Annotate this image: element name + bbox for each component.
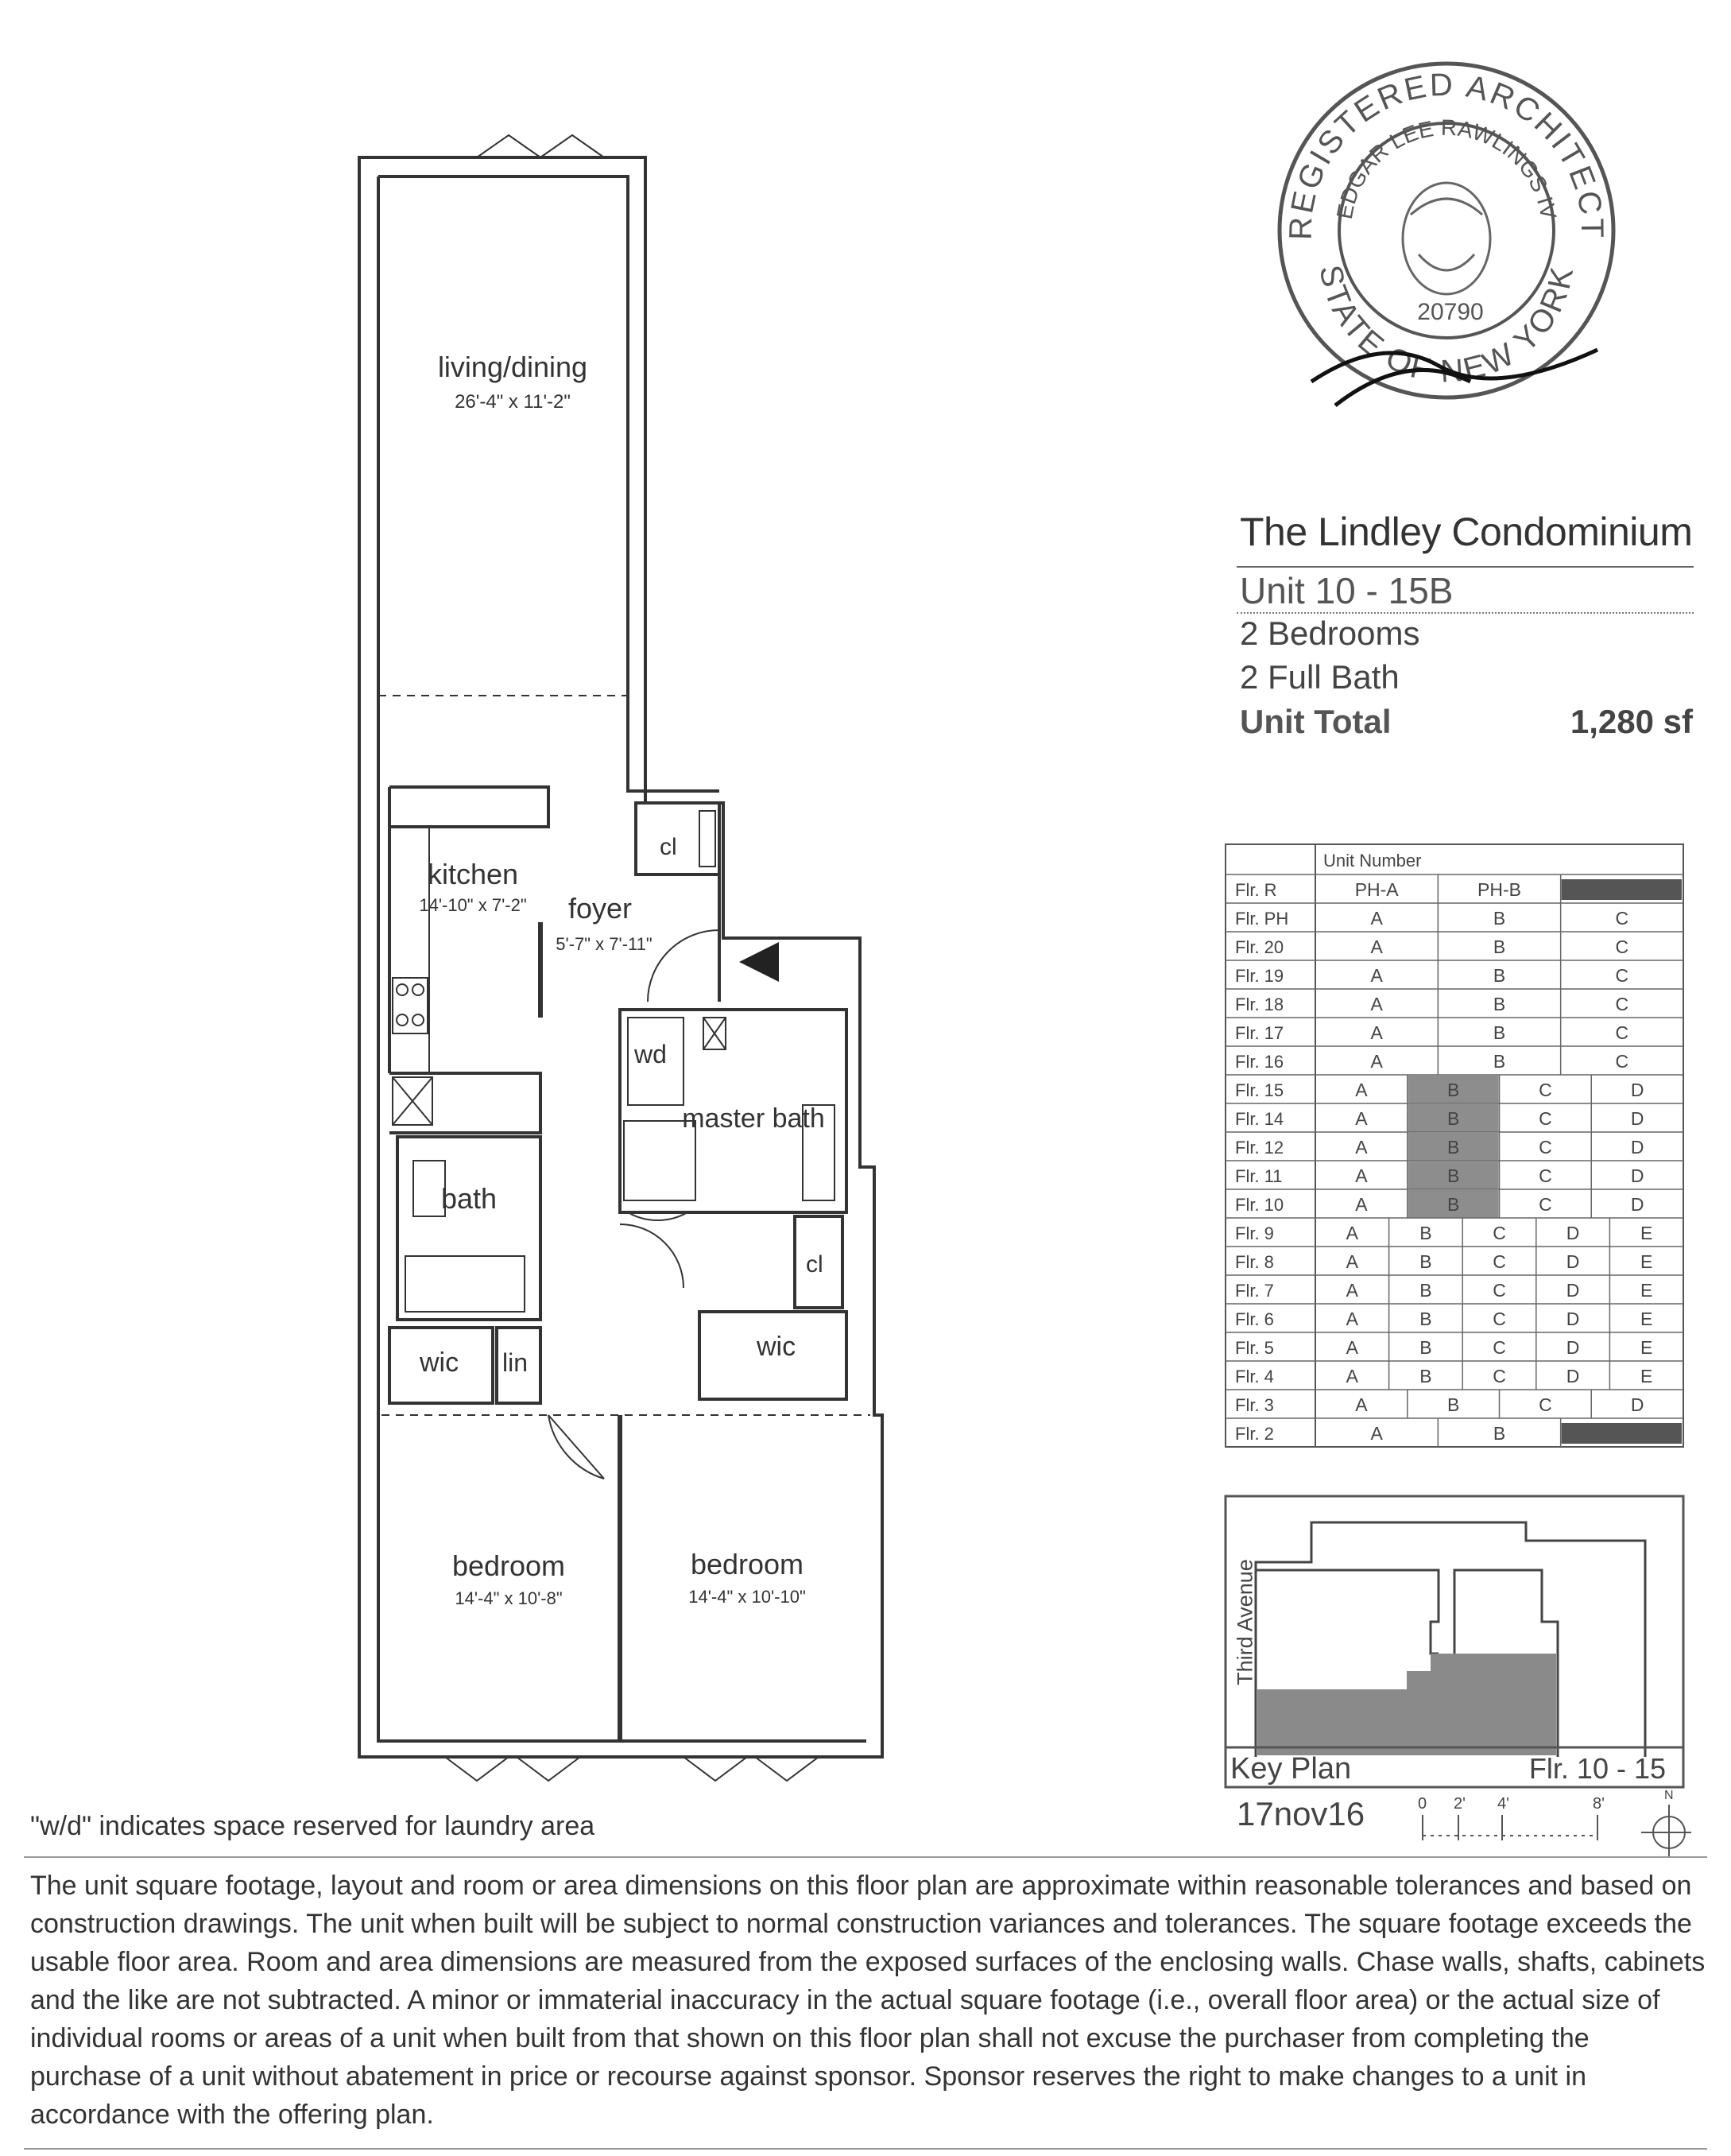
table-cell: C bbox=[1493, 1251, 1506, 1272]
room-dims-bedroom-left: 14'-4" x 10'-8" bbox=[455, 1588, 563, 1608]
table-floor-label: Flr. 7 bbox=[1235, 1281, 1274, 1301]
table-cell: B bbox=[1419, 1337, 1432, 1358]
table-cell: D bbox=[1630, 1194, 1644, 1215]
room-dims-kitchen: 14'-10" x 7'-2" bbox=[419, 895, 527, 915]
table-cell: PH-A bbox=[1354, 879, 1399, 900]
table-floor-label: Flr. 5 bbox=[1235, 1338, 1274, 1358]
scale-tick-0: 0 bbox=[1418, 1795, 1427, 1813]
scale-tick-2: 2' bbox=[1454, 1795, 1466, 1813]
seal-bottom-text: STATE OF NEW YORK bbox=[1312, 262, 1581, 390]
unit-total-label: Unit Total bbox=[1240, 703, 1392, 740]
table-cell: E bbox=[1640, 1309, 1653, 1329]
table-cell: E bbox=[1640, 1366, 1653, 1386]
scale-tick-8: 8' bbox=[1593, 1795, 1605, 1813]
key-plan-label: Key Plan bbox=[1230, 1752, 1352, 1786]
table-cell: C bbox=[1493, 1366, 1506, 1386]
table-cell: B bbox=[1493, 965, 1506, 986]
table-cell: A bbox=[1370, 1051, 1383, 1072]
room-label-bedroom-left: bedroom bbox=[451, 1549, 566, 1582]
table-floor-label: Flr. 6 bbox=[1235, 1309, 1274, 1329]
table-cell: A bbox=[1346, 1280, 1358, 1301]
table-cell: B bbox=[1419, 1280, 1432, 1301]
table-cell: C bbox=[1493, 1223, 1506, 1243]
room-dims-foyer: 5'-7" x 7'-11" bbox=[556, 934, 653, 954]
table-cell: B bbox=[1493, 1022, 1506, 1043]
table-cell: B bbox=[1446, 1194, 1460, 1215]
table-cell-filled bbox=[1562, 879, 1682, 900]
table-floor-label: Flr. 20 bbox=[1235, 937, 1284, 957]
table-cell: E bbox=[1640, 1280, 1653, 1301]
table-floor-label: Flr. 15 bbox=[1235, 1080, 1284, 1100]
room-label-living: living/dining bbox=[437, 351, 588, 383]
table-cell: D bbox=[1630, 1394, 1644, 1415]
unit-number-table bbox=[1224, 843, 1685, 1463]
table-cell: C bbox=[1493, 1309, 1506, 1329]
seal-number: 20790 bbox=[1417, 299, 1484, 325]
table-cell: E bbox=[1640, 1337, 1653, 1358]
table-floor-label: Flr. 4 bbox=[1235, 1367, 1274, 1386]
architect-seal bbox=[1264, 48, 1629, 461]
table-floor-label: Flr. 9 bbox=[1235, 1223, 1274, 1243]
divider bbox=[1237, 612, 1694, 614]
seal-top-text: REGISTERED ARCHITECT bbox=[1283, 67, 1610, 241]
table-cell: A bbox=[1370, 994, 1383, 1014]
table-cell: B bbox=[1419, 1309, 1432, 1329]
table-floor-label: Flr. 14 bbox=[1235, 1109, 1284, 1129]
table-cell: B bbox=[1419, 1223, 1432, 1243]
table-floor-label: Flr. 3 bbox=[1235, 1395, 1274, 1415]
seal-name-text: EDGAR LEE RAWLINGS IV bbox=[1331, 114, 1562, 222]
table-cell: A bbox=[1355, 1194, 1368, 1215]
unit-number: Unit 10 - 15B bbox=[1240, 570, 1454, 611]
table-cell: B bbox=[1446, 1165, 1460, 1186]
table-cell: B bbox=[1419, 1251, 1432, 1272]
table-cell: C bbox=[1615, 936, 1629, 957]
table-cell: B bbox=[1493, 994, 1506, 1014]
table-floor-label: Flr. 18 bbox=[1235, 995, 1284, 1014]
table-floor-label: Flr. 19 bbox=[1235, 966, 1284, 986]
table-cell: C bbox=[1615, 908, 1629, 929]
table-cell: B bbox=[1446, 1137, 1460, 1157]
table-cell: C bbox=[1615, 994, 1629, 1014]
label-lin: lin bbox=[502, 1348, 529, 1377]
room-dims-living: 26'-4" x 11'-2" bbox=[455, 391, 571, 413]
room-dims-bedroom-right: 14'-4" x 10'-10" bbox=[688, 1587, 806, 1607]
table-cell: A bbox=[1346, 1366, 1358, 1386]
table-cell: D bbox=[1630, 1165, 1644, 1186]
table-cell: C bbox=[1539, 1394, 1552, 1415]
bedroom-count: 2 Bedrooms bbox=[1240, 615, 1420, 652]
table-cell: D bbox=[1566, 1280, 1580, 1301]
table-cell: PH-B bbox=[1477, 879, 1521, 900]
room-label-bath: bath bbox=[440, 1182, 498, 1215]
room-label-foyer: foyer bbox=[567, 892, 633, 925]
room-label-master-bath: master bath bbox=[682, 1103, 825, 1134]
table-cell: B bbox=[1446, 1108, 1460, 1129]
table-floor-label: Flr. R bbox=[1235, 880, 1277, 900]
table-cell: B bbox=[1493, 1051, 1506, 1072]
table-cell: B bbox=[1446, 1394, 1460, 1415]
building-name: The Lindley Condominium bbox=[1240, 510, 1693, 554]
disclaimer-text: The unit square footage, layout and room or area dimensions on this floor plan are approximate within reasonable tolerances and based on construction drawings. The unit when built will be subject to normal construction variances and tolerances. The square footage exceeds the usable floor area. Room and area dimensions are measured from the exposed surfaces of the enclosing walls. Chase walls, shafts, cabinets and the like are not subtracted. A minor or immaterial inaccuracy in the actual square footage (i.e., overall floor area) or the actual size of individual rooms or areas of a unit when built from that shown on this floor plan shall not excuse the purchaser from completing the purchase of a unit without abatement in price or recourse against sponsor. Sponsor reserves the right to make changes to a unit in accordance with the offering plan. bbox=[30, 1871, 1706, 2130]
table-cell: A bbox=[1370, 1022, 1383, 1043]
divider bbox=[24, 1856, 1707, 1858]
table-floor-label: Flr. 11 bbox=[1235, 1166, 1283, 1186]
table-cell: C bbox=[1539, 1080, 1552, 1100]
table-cell: A bbox=[1346, 1337, 1358, 1358]
table-cell: A bbox=[1370, 1423, 1383, 1444]
divider bbox=[24, 2148, 1707, 2150]
table-floor-label: Flr. 16 bbox=[1235, 1052, 1284, 1072]
north-arrow-label: N bbox=[1664, 1789, 1674, 1802]
table-cell: C bbox=[1539, 1194, 1552, 1215]
scale-bar bbox=[1407, 1785, 1693, 1860]
table-cell: B bbox=[1493, 1423, 1506, 1444]
label-cl-foyer: cl bbox=[660, 834, 677, 860]
table-cell: B bbox=[1419, 1366, 1432, 1386]
table-cell: C bbox=[1539, 1108, 1552, 1129]
key-plan-floors: Flr. 10 - 15 bbox=[1528, 1752, 1666, 1785]
table-cell: A bbox=[1346, 1309, 1358, 1329]
table-cell: D bbox=[1566, 1251, 1580, 1272]
label-wd: wd bbox=[634, 1040, 667, 1068]
table-cell: A bbox=[1346, 1223, 1358, 1243]
table-cell: C bbox=[1615, 965, 1629, 986]
table-floor-label: Flr. PH bbox=[1235, 909, 1289, 929]
floor-plan bbox=[0, 0, 906, 1797]
table-floor-label: Flr. 2 bbox=[1235, 1424, 1274, 1444]
table-cell: C bbox=[1615, 1051, 1629, 1072]
table-floor-label: Flr. 17 bbox=[1235, 1023, 1284, 1043]
table-cell: C bbox=[1493, 1337, 1506, 1358]
table-cell: B bbox=[1446, 1080, 1460, 1100]
table-cell: D bbox=[1630, 1137, 1644, 1157]
label-wic-right: wic bbox=[757, 1332, 796, 1362]
table-floor-label: Flr. 8 bbox=[1235, 1252, 1274, 1272]
table-cell: A bbox=[1355, 1137, 1368, 1157]
table-cell: D bbox=[1566, 1366, 1580, 1386]
label-wic-left: wic bbox=[420, 1348, 459, 1378]
table-cell: A bbox=[1370, 965, 1383, 986]
laundry-note: "w/d" indicates space reserved for laundry area bbox=[30, 1811, 595, 1841]
table-cell: A bbox=[1355, 1108, 1368, 1129]
table-cell: D bbox=[1630, 1108, 1644, 1129]
table-cell: A bbox=[1355, 1080, 1368, 1100]
table-cell: C bbox=[1539, 1165, 1552, 1186]
table-floor-label: Flr. 10 bbox=[1235, 1195, 1284, 1215]
table-cell: D bbox=[1566, 1223, 1580, 1243]
divider bbox=[1237, 566, 1694, 568]
label-cl-bedroom: cl bbox=[806, 1251, 823, 1278]
plan-date: 17nov16 bbox=[1237, 1795, 1365, 1832]
room-label-bedroom-right: bedroom bbox=[690, 1548, 804, 1580]
street-label: Third Avenue bbox=[1233, 1559, 1257, 1685]
table-cell: A bbox=[1370, 908, 1383, 929]
table-cell: A bbox=[1370, 936, 1383, 957]
room-label-kitchen: kitchen bbox=[427, 858, 519, 890]
table-cell: A bbox=[1346, 1251, 1358, 1272]
key-plan bbox=[1224, 1495, 1685, 1789]
table-cell: C bbox=[1493, 1280, 1506, 1301]
table-cell: A bbox=[1355, 1394, 1368, 1415]
table-cell: A bbox=[1355, 1165, 1368, 1186]
table-cell: B bbox=[1493, 936, 1506, 957]
table-header: Unit Number bbox=[1323, 851, 1422, 871]
table-cell: B bbox=[1493, 908, 1506, 929]
table-cell: D bbox=[1566, 1309, 1580, 1329]
table-cell: C bbox=[1615, 1022, 1629, 1043]
bath-count: 2 Full Bath bbox=[1240, 658, 1400, 696]
table-floor-label: Flr. 12 bbox=[1235, 1138, 1284, 1157]
table-cell-filled bbox=[1562, 1423, 1682, 1444]
table-cell: C bbox=[1539, 1137, 1552, 1157]
table-cell: E bbox=[1640, 1223, 1653, 1243]
table-cell: D bbox=[1630, 1080, 1644, 1100]
scale-tick-4: 4' bbox=[1497, 1795, 1509, 1813]
unit-total-value: 1,280 sf bbox=[1570, 703, 1693, 740]
table-cell: E bbox=[1640, 1251, 1653, 1272]
table-cell: D bbox=[1566, 1337, 1580, 1358]
